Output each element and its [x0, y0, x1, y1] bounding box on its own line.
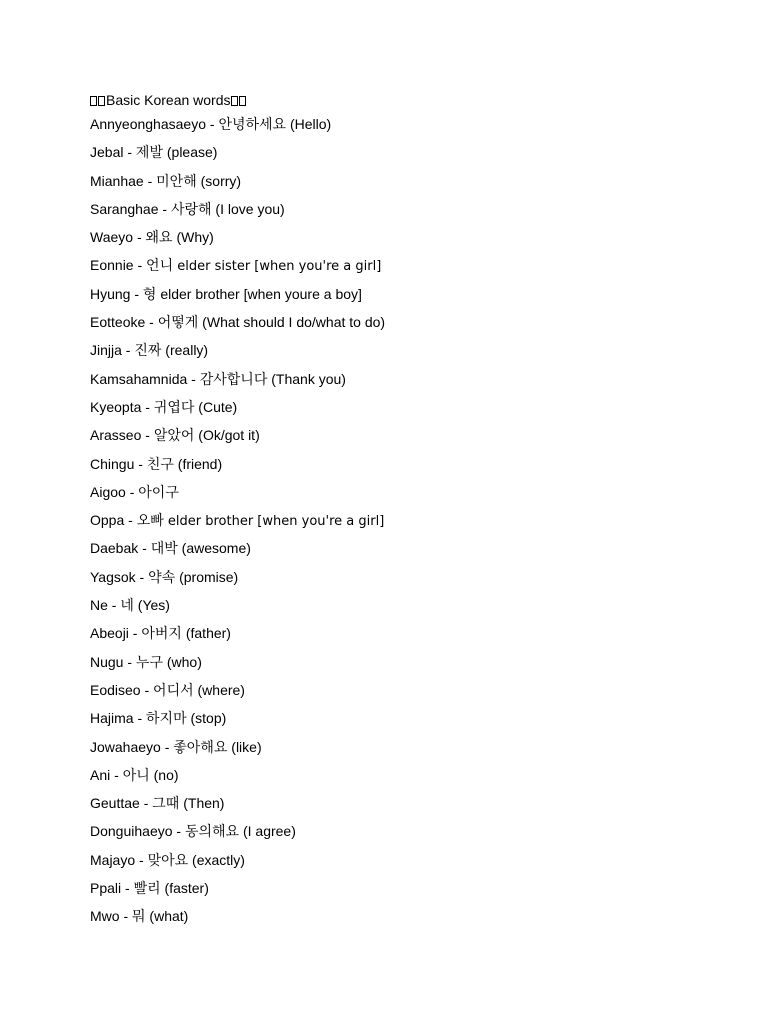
word-hangul: 사랑해	[170, 200, 212, 217]
word-hangul: 왜요	[145, 229, 173, 246]
word-entry	[90, 340, 730, 360]
word-entry	[90, 708, 730, 728]
word-separator: -	[133, 710, 147, 727]
word-entry	[90, 454, 730, 474]
word-separator: -	[172, 823, 185, 840]
word-separator: -	[187, 370, 200, 387]
word-hangul: 제발	[135, 144, 163, 161]
word-hangul: 언니	[146, 257, 174, 274]
word-separator: -	[121, 342, 135, 359]
word-entry	[90, 199, 730, 219]
word-meaning: (Hello)	[286, 116, 332, 132]
word-romanized: Daebak	[90, 540, 139, 557]
missing-glyph-icon	[239, 96, 246, 106]
word-hangul: 알았어	[153, 427, 195, 444]
missing-glyph-icon	[231, 96, 238, 106]
word-hangul: 어떻게	[157, 314, 199, 331]
word-romanized: Geuttae	[90, 795, 140, 812]
word-meaning: (Yes)	[133, 597, 170, 614]
word-separator: -	[110, 766, 123, 783]
word-romanized: Chingu	[90, 455, 135, 472]
word-meaning: (Why)	[172, 229, 214, 246]
word-entry	[90, 680, 730, 700]
word-meaning: (Then)	[179, 795, 225, 812]
word-entry	[90, 369, 730, 389]
missing-glyph-icon	[90, 96, 97, 106]
word-separator: -	[130, 285, 143, 302]
word-romanized: Ani	[90, 766, 111, 783]
word-hangul: 아버지	[141, 625, 182, 642]
word-hangul: 맞아요	[147, 851, 189, 868]
word-separator: -	[128, 625, 142, 642]
word-separator: -	[123, 144, 136, 161]
word-romanized: Arasseo	[90, 427, 142, 444]
word-separator: -	[134, 455, 147, 472]
word-romanized: Eotteoke	[90, 314, 146, 331]
word-hangul: 뭐	[132, 908, 146, 925]
word-romanized: Yagsok	[90, 568, 136, 585]
word-separator: -	[133, 229, 146, 246]
word-entry	[90, 397, 730, 417]
word-entry	[90, 284, 730, 304]
word-separator: -	[135, 568, 149, 585]
word-entry	[90, 227, 730, 247]
word-meaning: (really)	[161, 342, 209, 359]
word-separator: -	[141, 427, 154, 444]
word-hangul: 감사합니다	[199, 370, 268, 387]
word-separator: -	[124, 512, 137, 529]
word-entry	[90, 171, 730, 191]
word-separator: -	[123, 653, 136, 670]
word-meaning: elder brother [when you're a girl]	[163, 514, 385, 530]
word-entry	[90, 850, 730, 870]
word-meaning: (who)	[162, 653, 202, 670]
word-entry	[90, 312, 730, 332]
missing-glyph-icon	[98, 96, 105, 106]
word-meaning: (Thank you)	[267, 370, 346, 387]
word-meaning: (promise)	[175, 568, 239, 585]
word-separator: -	[139, 795, 153, 812]
word-entry	[90, 793, 730, 813]
heading-text: Basic Korean words	[106, 92, 231, 108]
word-romanized: Jowahaeyo	[90, 738, 161, 755]
word-hangul: 어디서	[153, 681, 194, 698]
word-romanized: Eonnie	[90, 257, 134, 274]
word-entry	[90, 255, 730, 275]
word-meaning: (faster)	[160, 880, 209, 897]
word-meaning: elder sister [when you're a girl]	[173, 259, 382, 275]
word-hangul: 미안해	[156, 172, 197, 189]
word-entry	[90, 737, 730, 757]
word-romanized: Abeoji	[90, 625, 129, 642]
word-romanized: Kamsahamnida	[90, 370, 188, 387]
word-meaning: (I agree)	[239, 823, 296, 840]
word-romanized: Aigoo	[90, 483, 126, 500]
word-separator: -	[125, 483, 139, 500]
word-hangul: 대박	[150, 540, 178, 557]
document-body	[90, 90, 730, 935]
word-hangul: 하지마	[146, 710, 187, 727]
word-meaning: (please)	[162, 144, 218, 161]
word-romanized: Ne	[90, 597, 108, 614]
word-separator: -	[145, 314, 158, 331]
word-romanized: Hajima	[90, 710, 134, 727]
word-separator: -	[143, 172, 157, 189]
word-romanized: Majayo	[90, 851, 136, 868]
word-meaning: (like)	[227, 738, 262, 755]
word-meaning: (sorry)	[196, 172, 242, 189]
word-entry	[90, 765, 730, 785]
word-meaning: (Ok/got it)	[194, 427, 260, 444]
word-romanized: Jebal	[90, 144, 124, 161]
word-entry	[90, 114, 730, 134]
word-hangul: 약속	[148, 568, 176, 585]
word-romanized: Ppali	[90, 880, 122, 897]
word-meaning: (friend)	[173, 455, 223, 472]
word-entry	[90, 623, 730, 643]
word-romanized: Jinjja	[90, 342, 122, 359]
word-meaning: (what)	[145, 908, 189, 925]
word-hangul: 누구	[135, 653, 163, 670]
word-hangul: 좋아해요	[173, 738, 228, 755]
word-meaning: elder brother [when youre a boy]	[156, 285, 362, 302]
word-separator: -	[135, 851, 148, 868]
word-meaning: (What should I do/what to do)	[198, 314, 386, 331]
word-list	[90, 114, 730, 926]
word-separator: -	[121, 880, 134, 897]
word-entry	[90, 878, 730, 898]
word-romanized: Kyeopta	[90, 398, 142, 415]
word-hangul: 형	[142, 285, 157, 302]
word-separator: -	[160, 738, 174, 755]
word-meaning: (awesome)	[177, 540, 251, 557]
word-hangul: 빨리	[133, 880, 161, 897]
word-romanized: Annyeonghasaeyo	[90, 116, 206, 132]
word-separator: -	[119, 908, 133, 925]
word-romanized: Eodiseo	[90, 681, 141, 698]
word-meaning: (I love you)	[211, 200, 285, 217]
word-hangul: 동의해요	[184, 823, 240, 840]
word-meaning: (exactly)	[188, 851, 245, 868]
word-meaning: (no)	[149, 766, 179, 783]
word-romanized: Waeyo	[90, 229, 134, 246]
word-romanized: Nugu	[90, 653, 124, 670]
word-separator: -	[158, 200, 171, 217]
word-entry	[90, 425, 730, 445]
word-entry	[90, 142, 730, 162]
word-hangul: 안녕하세요	[218, 116, 287, 132]
word-entry	[90, 595, 730, 615]
word-romanized: Mianhae	[90, 172, 144, 189]
word-hangul: 아니	[122, 766, 150, 783]
word-separator: -	[107, 597, 121, 614]
word-romanized: Mwo	[90, 908, 120, 925]
word-entry	[90, 538, 730, 558]
word-meaning: (stop)	[186, 710, 227, 727]
word-hangul: 진짜	[134, 342, 162, 359]
word-separator: -	[206, 116, 219, 132]
word-romanized: Saranghae	[90, 200, 159, 217]
word-entry	[90, 510, 730, 530]
word-hangul: 네	[120, 597, 134, 614]
word-hangul: 아이구	[138, 483, 179, 500]
word-hangul: 귀엽다	[153, 398, 195, 415]
word-meaning: (where)	[193, 681, 245, 698]
word-hangul: 그때	[152, 795, 180, 812]
word-separator: -	[133, 257, 147, 274]
word-entry	[90, 821, 730, 841]
word-entry	[90, 652, 730, 672]
word-separator: -	[138, 540, 151, 557]
word-separator: -	[140, 681, 154, 698]
word-hangul: 오빠	[136, 512, 164, 529]
document-heading	[90, 90, 730, 110]
word-meaning: (Cute)	[194, 398, 238, 415]
word-entry	[90, 567, 730, 587]
word-hangul: 친구	[146, 455, 174, 472]
word-romanized: Donguihaeyo	[90, 823, 173, 840]
word-romanized: Hyung	[90, 285, 131, 302]
word-separator: -	[141, 398, 154, 415]
word-entry	[90, 482, 730, 502]
word-romanized: Oppa	[90, 512, 125, 529]
word-entry	[90, 906, 730, 926]
word-meaning: (father)	[181, 625, 231, 642]
